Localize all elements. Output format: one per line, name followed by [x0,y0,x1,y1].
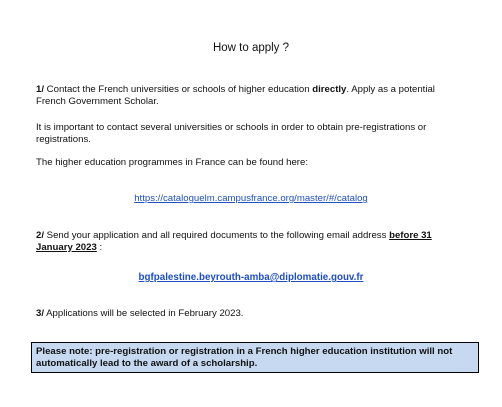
step-1-number: 1/ [36,84,45,95]
step-2-text-after: : [96,241,103,253]
email-link[interactable]: bgfpalestine.beyrouth-amba@diplomatie.gouv.fr [138,272,364,283]
catalog-link[interactable]: https://cataloguelm.campusfrance.org/master/#/catalog [134,193,368,204]
step-1-text-after: . Apply as a potential French Government Scholar. [36,84,435,107]
step-2-deadline: before 31 January 2023 [36,230,432,253]
step-1-paragraph [36,84,466,107]
step-1-text-before: Contact the French universities or schools of higher education [44,84,313,95]
step-2-text-before: Send your application and all required documents to the following email address [44,230,390,241]
step-3-paragraph [36,308,466,320]
programmes-paragraph: The higher education programmes in France can be found here: [36,157,308,168]
step-3-text: Applications will be selected in February 2023. [44,308,244,319]
page-title: How to apply ? [212,42,290,54]
step-2-paragraph [36,230,466,253]
step-3-number: 3/ [36,308,45,319]
contact-paragraph: It is important to contact several universities or schools in order to obtain pre-registrations or registrations. [36,122,427,145]
step-2-number: 2/ [36,230,45,241]
step-1-emphasis: directly [312,84,347,95]
scholarship-note-box: Please note: pre-registration or registration in a French higher education institution will not automatically lead to the award of a scholarship. [31,342,479,373]
